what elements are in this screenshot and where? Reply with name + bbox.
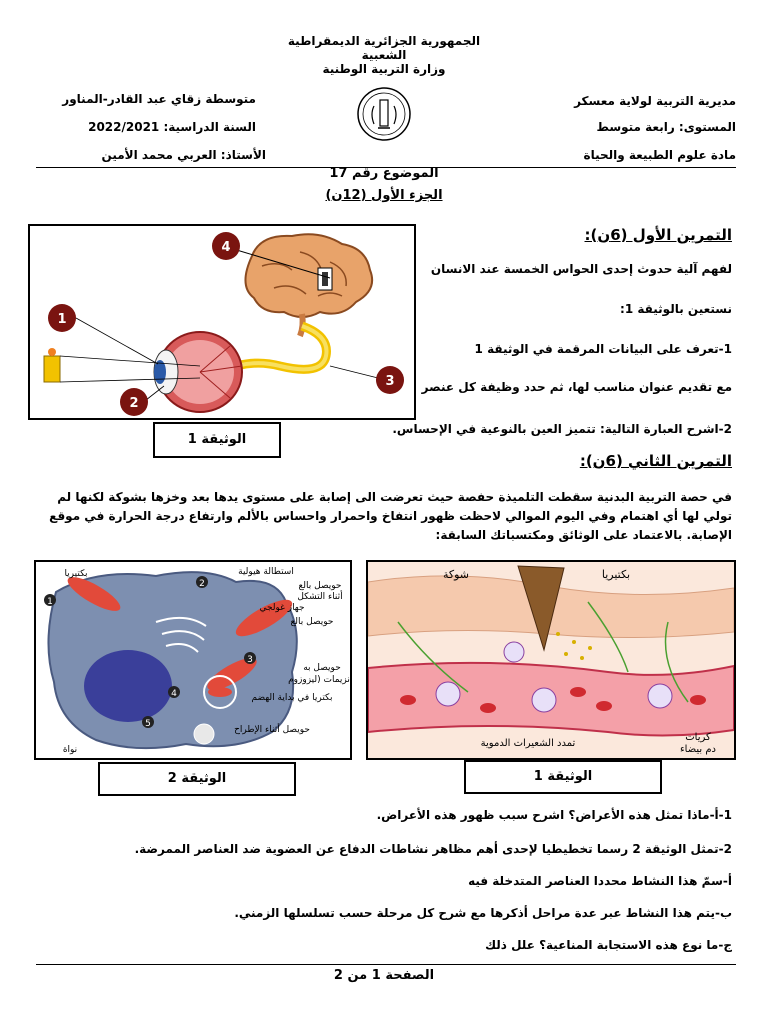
document1-inflammation-label: الوثيقة 1 [464,760,662,794]
republic-title: الجمهورية الجزائرية الديمقراطية الشعبية [287,34,481,62]
doc1-label-capillary: تمدد الشعيرات الدموية [480,738,576,749]
exercise2-title: التمرين الثاني (6ن): [579,452,732,470]
directorate: مديرية التربية لولاية معسكر [574,94,736,108]
doc2-label-vesicle-full-1: حويصل بالع [298,581,342,591]
school-year: السنة الدراسية: 2022/2021 [88,120,256,134]
exercise1-intro: لفهم آلية حدوث إحدى الحواس الخمسة عند الانسان [430,262,732,276]
school-name: متوسطة زقاي عبد القادر-المناور [62,92,256,106]
level: المستوى: رابعة متوسط [596,120,736,134]
document1-inflammation-figure [366,560,736,760]
ministry-title: وزارة التربية الوطنية [322,62,446,76]
subject: مادة علوم الطبيعة والحياة [583,148,736,162]
ministry-logo [356,86,412,142]
topic-number: الموضوع رقم 17 [329,166,439,181]
doc2-label-golgi: جهاز غولجي [259,603,305,613]
doc1-label-thorn: شوكة [442,568,470,581]
document1-label: الوثيقة 1 [153,422,281,458]
exercise2-q2c: ج-ما نوع هذه الاستجابة المناعية؟ علل ذلك [485,938,732,952]
exercise2-text-line1: في حصة التربية البدنية سقطت التلميذة حفصة حيث تعرضت الى إصابة على مستوى يدها بعد وخزها بشوكة لكنها لم [57,490,732,504]
doc1-number-3: 3 [385,374,395,389]
doc1-label-wbc-2: دم بيضاء [679,744,717,755]
doc2-label-lyso-1: حويصل به [303,663,341,673]
doc2-number-3: 3 [247,655,253,665]
doc2-label-lyso-2: (أنزيمات (ليزوزوم [288,675,350,685]
doc2-label-bacteria: بكتيريا [64,569,88,579]
exercise2-q2b: ب-يتم هذا النشاط عبر عدة مراحل أذكرها مع شرح كل مرحلة حسب تسلسلها الزمني. [234,906,732,920]
exercise2-text-line2: تولي لها أي اهتمام وفي اليوم الموالي لاحظت ظهور انتفاخ واحمرار واحساس بالألم وارتفاع درجة الحرارة في موقع [49,509,732,523]
doc1-number-4: 4 [221,240,231,255]
doc1-label-wbc-1: كريات [685,732,711,743]
page-number: الصفحة 1 من 2 [333,968,435,983]
exercise2-q2: 2-تمثل الوثيقة 2 رسما تخطيطيا لإحدى أهم مظاهر نشاطات الدفاع عن العضوية ضد العناصر الممرضة. [134,842,732,856]
exercise2-q1: 1-أ-ماذا تمثل هذه الأعراض؟ اشرح سبب ظهور هذه الأعراض. [376,808,732,822]
exercise1-use-doc: نستعين بالوثيقة 1: [620,302,732,316]
exercise1-q1: 1-تعرف على البيانات المرقمة في الوثيقة 1 [474,342,732,356]
exercise2-q2a: أ-سمّ هذا النشاط محددا العناصر المتدخلة فيه [468,874,732,888]
teacher: الأستاذ: العربي محمد الأمين [101,148,266,162]
doc2-label-digest: بكتريا في بداية الهضم [251,693,333,703]
doc2-label-nucleus: نواة [62,745,78,755]
doc2-number-2: 2 [199,579,205,589]
doc1-label-bacteria: بكتيريا [601,568,631,581]
exercise1-q1b: مع تقديم عنوان مناسب لها، ثم حدد وظيفة كل عنصر [421,380,732,394]
doc2-number-4: 4 [171,689,177,699]
doc2-number-5: 5 [145,719,151,729]
doc2-number-1: 1 [47,597,53,607]
doc1-number-1: 1 [57,312,67,327]
doc2-label-vesicle: حويصل بالع [290,617,334,627]
doc2-label-pseudopod: استطالة هيولية [238,567,294,577]
document1-eye-figure [28,224,416,420]
exercise1-title: التمرين الأول (6ن): [584,226,732,244]
footer-divider [36,964,736,965]
doc2-label-excretion: حويصل أثناء الإطراح [234,725,310,735]
exercise2-text-line3: الإصابة. بالاعتماد على الوثائق ومكتسباتك السابقة: [435,528,732,542]
document2-phagocytosis-figure [34,560,352,760]
doc2-label-vesicle-full-2: أثناء التشكل [297,592,343,602]
part-title: الجزء الأول (12ن) [325,188,443,203]
exercise1-q2: 2-اشرح العبارة التالية: تتميز العين بالنوعية في الإحساس. [392,422,732,436]
document2-label: الوثيقة 2 [98,762,296,796]
doc1-number-2: 2 [129,396,139,411]
